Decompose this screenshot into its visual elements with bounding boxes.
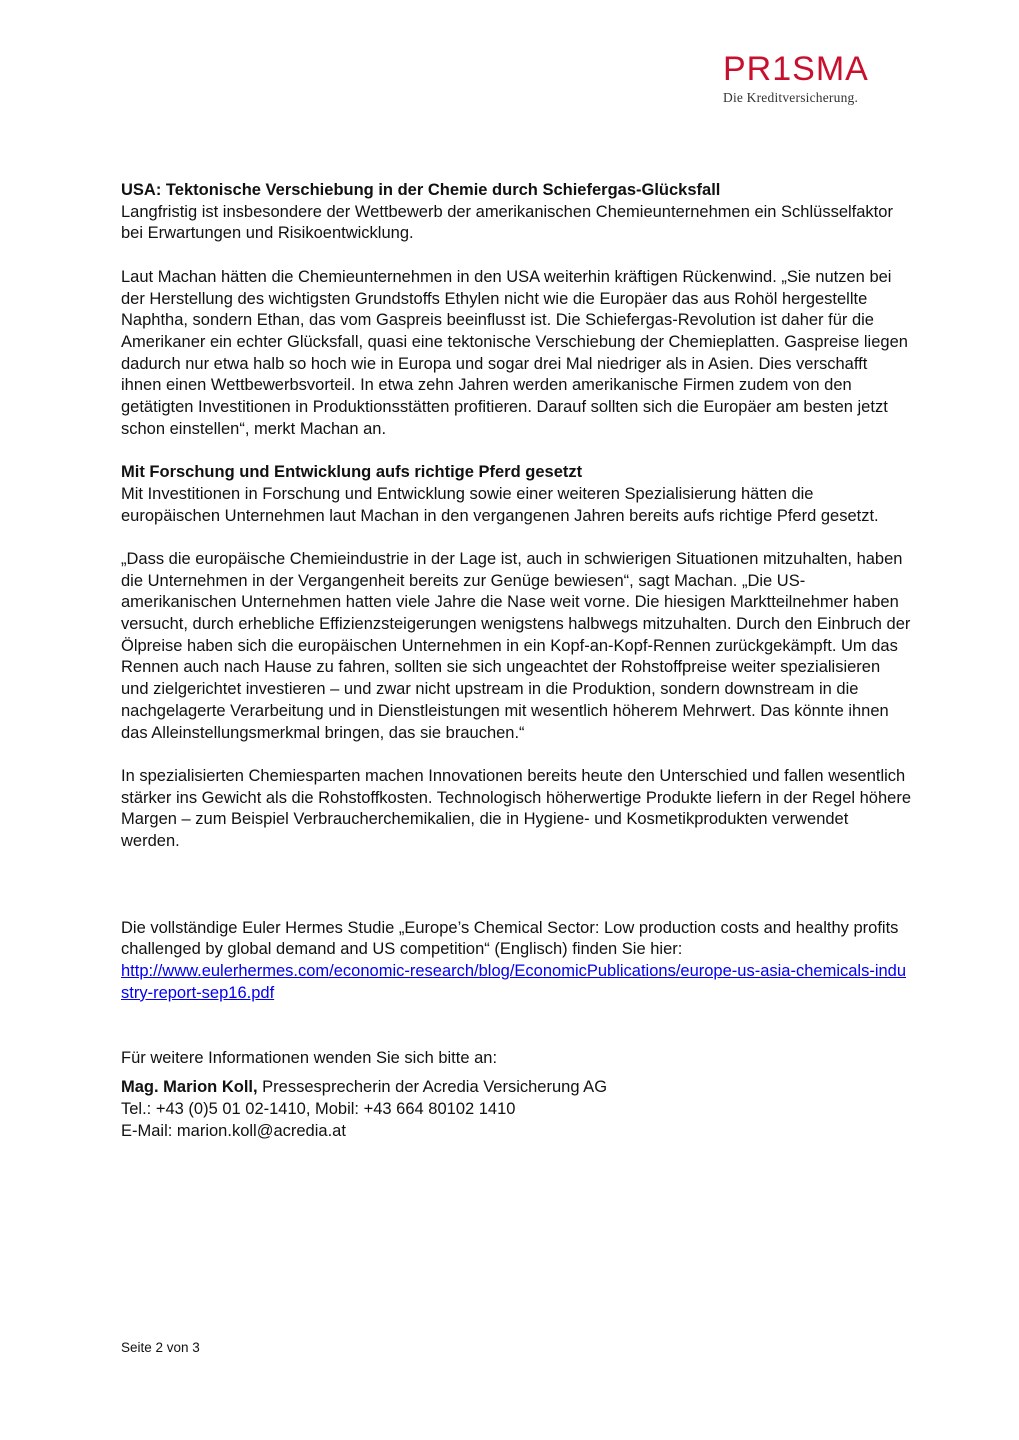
- paragraph-research-quote: „Dass die europäische Chemieindustrie in der Lage ist, auch in schwierigen Situationen mitzuhalten, haben die Unternehmen in der Vergangenheit bereits zur Genüge bewiesen“, sagt Machan. „Die US-amerikanischen Unternehmen hatten viele Jahre die Nase weit vorne. Die hiesigen Marktteilnehmer haben versucht, durch erhebliche Effizienzsteigerungen wenigstens halbwegs mitzuhalten. Durch den Einbruch der Ölpreise haben sich die europäischen Unternehmen in ein Kopf-an-Kopf-Rennen zurückgekämpft. Um das Rennen auch nach Hause zu fahren, sollten sie sich ungeachtet der Rohstoffpreise weiter spezialisieren und zielgerichtet investieren – und zwar nicht upstream in die Produktion, sondern downstream in die nachgelagerte Verarbeitung und in Dienstleistungen mit wesentlich höherem Mehrwert. Das könnte ihnen das Alleinstellungsmerkmal bringen, das sie brauchen.“: [121, 549, 911, 742]
- contact-name-line: [121, 1077, 911, 1099]
- document-body: [121, 180, 911, 1142]
- paragraph-research-intro: Mit Investitionen in Forschung und Entwicklung sowie einer weiteren Spezialisierung hätten die europäischen Unternehmen laut Machan in den vergangenen Jahren bereits aufs richtige Pferd gesetzt.: [121, 484, 879, 525]
- paragraph-usa-quote: Laut Machan hätten die Chemieunternehmen in den USA weiterhin kräftigen Rückenwind. „Sie nutzen bei der Herstellung des wichtigsten Grundstoffs Ethylen nicht wie die Europäer das aus Rohöl hergestellte Naphtha, sondern Ethan, das vom Gaspreis beeinflusst ist. Die Schiefergas-Revolution ist daher für die Amerikaner ein echter Glücksfall, quasi eine tektonische Verschiebung der Chemieplatten. Gaspreise liegen dadurch nur etwa halb so hoch wie in Europa und sogar drei Mal niedriger als in Asien. Dies verschafft ihnen einen Wettbewerbsvorteil. In etwa zehn Jahren werden amerikanische Firmen zudem von den getätigten Investitionen in Produktionsstätten profitieren. Darauf sollten sich die Europäer am besten jetzt schon einstellen“, merkt Machan an.: [121, 267, 908, 438]
- logo-wordmark: PR1SMA: [723, 50, 869, 88]
- prisma-logo: [723, 50, 903, 106]
- contact-name: Mag. Marion Koll,: [121, 1078, 258, 1097]
- study-text: Die vollständige Euler Hermes Studie „Europe’s Chemical Sector: Low production costs and healthy profits challenged by global demand and US competition“ (Englisch) finden Sie hier:: [121, 918, 899, 959]
- paragraph-innovation: In spezialisierten Chemiesparten machen Innovationen bereits heute den Unterschied und fallen wesentlich stärker ins Gewicht als die Rohstoffkosten. Technologisch höherwertige Produkte liefern in der Regel höhere Margen – zum Beispiel Verbraucherchemikalien, die in Hygiene- und Kosmetikprodukten verwendet werden.: [121, 766, 911, 851]
- contact-role: Pressesprecherin der Acredia Versicherung AG: [257, 1078, 608, 1097]
- paragraph-usa-intro: Langfristig ist insbesondere der Wettbewerb der amerikanischen Chemieunternehmen ein Schlüsselfaktor bei Erwartungen und Risikoentwicklung.: [121, 202, 893, 243]
- page-number: Seite 2 von 3: [121, 1340, 200, 1355]
- section-heading-research: Mit Forschung und Entwicklung aufs richtige Pferd gesetzt: [121, 463, 583, 482]
- study-link[interactable]: http://www.eulerhermes.com/economic-research/blog/EconomicPublications/europe-us-asia-chemicals-industry-report-sep16.pdf: [121, 962, 907, 1002]
- contact-phone: Tel.: +43 (0)5 01 02-1410, Mobil: +43 664 80102 1410: [121, 1099, 516, 1118]
- section-heading-usa: USA: Tektonische Verschiebung in der Chemie durch Schiefergas-Glücksfall: [121, 181, 721, 199]
- contact-intro: Für weitere Informationen wenden Sie sich bitte an:: [121, 1048, 498, 1067]
- logo-tagline: Die Kreditversicherung.: [723, 90, 859, 105]
- contact-email: E-Mail: marion.koll@acredia.at: [121, 1121, 346, 1140]
